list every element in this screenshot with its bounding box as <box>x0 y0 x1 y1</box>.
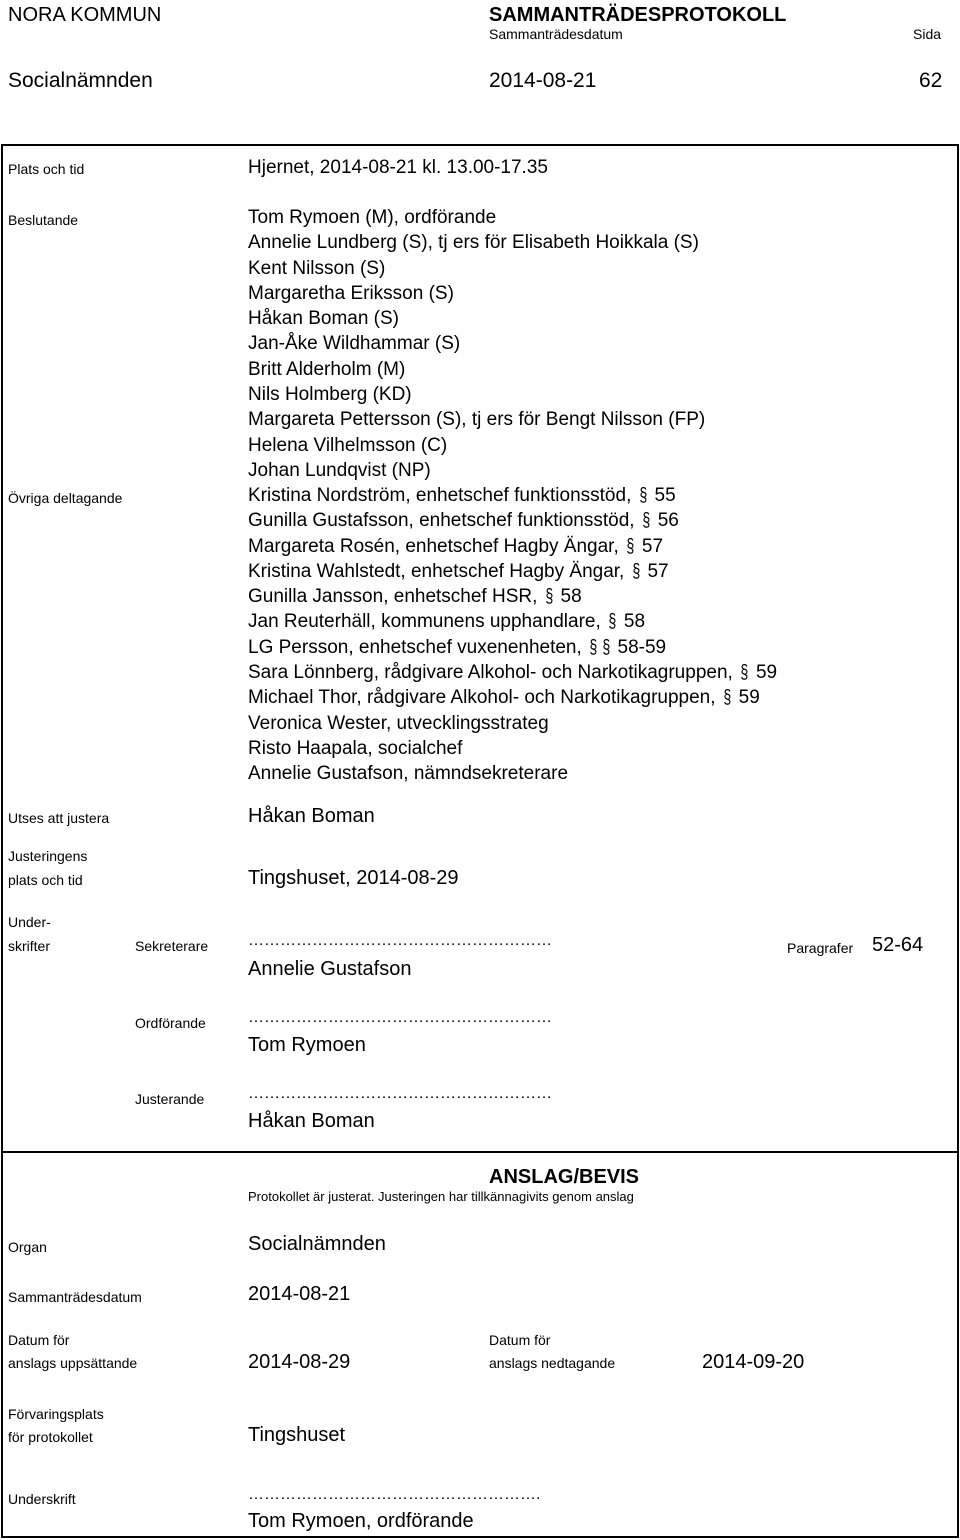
header-date-label: Sammanträdesdatum <box>489 26 623 42</box>
other-participant <box>248 534 777 559</box>
other-participant <box>248 508 777 533</box>
organ-label: Organ <box>8 1239 47 1255</box>
other-participant <box>248 584 777 609</box>
anslag-box-right-border <box>957 1151 959 1538</box>
paragraph-sign: § <box>601 636 610 658</box>
removed-date-label-line2: anslags nedtagande <box>489 1355 616 1371</box>
participant-text: Kristina Nordström, enhetschef funktionsstöd, <box>248 485 637 506</box>
paragraph-sign: § <box>589 636 598 658</box>
other-participants-list <box>248 483 777 787</box>
secretary-name: Annelie Gustafson <box>248 958 412 980</box>
deciding-member: Margareta Pettersson (S), tj ers för Bengt Nilsson (FP) <box>248 409 706 431</box>
removed-date-value: 2014-09-20 <box>702 1351 805 1373</box>
participant-text: Gunilla Gustafsson, enhetschef funktionsstöd, <box>248 510 640 532</box>
participant-text: Kristina Wahlstedt, enhetschef Hagby Ängar, <box>248 560 630 582</box>
deciding-member: Helena Vilhelmsson (C) <box>248 434 448 456</box>
place-time-value: Hjernet, 2014-08-21 kl. 13.00-17.35 <box>248 157 548 178</box>
adjuster-label: Utses att justera <box>8 810 110 826</box>
adjustment-place-label-line2: plats och tid <box>8 872 83 888</box>
posted-date-label-line2: anslags uppsättande <box>8 1355 138 1371</box>
removed-date-label-line1: Datum för <box>489 1332 551 1348</box>
signature-label: Underskrift <box>8 1491 76 1507</box>
deciding-member: Annelie Lundberg (S), tj ers för Elisabeth Hoikkala (S) <box>248 232 699 254</box>
other-participant <box>248 483 777 508</box>
paragraph-sign: § <box>740 662 749 684</box>
deciding-member: Britt Alderholm (M) <box>248 358 406 380</box>
other-participant <box>248 559 777 584</box>
paragraph-number: 58 <box>560 586 582 608</box>
participant-text: LG Persson, enhetschef vuxenenheten, <box>248 636 588 658</box>
adjuster-name: Håkan Boman <box>248 1110 375 1132</box>
other-participant <box>248 685 777 710</box>
participant-text: Michael Thor, rådgivare Alkohol- och Narkotikagruppen, <box>248 687 721 709</box>
paragraph-number: 58-59 <box>617 636 667 658</box>
deciding-member: Kent Nilsson (S) <box>248 257 386 279</box>
paragraph-number: 55 <box>654 485 676 506</box>
storage-label-line1: Förvaringsplats <box>8 1406 104 1422</box>
committee-name: Socialnämnden <box>8 69 153 92</box>
other-participant <box>248 609 777 634</box>
chair-signature-line: ………………………………………………… <box>248 1009 552 1026</box>
secretary-label: Sekreterare <box>135 938 209 954</box>
deciding-member: Håkan Boman (S) <box>248 308 400 330</box>
other-participant <box>248 660 777 685</box>
adjuster-signature-line: ………………………………………………… <box>248 1085 552 1102</box>
main-box-right-border <box>957 144 959 1153</box>
page-number: 62 <box>919 69 943 92</box>
deciding-member: Margaretha Eriksson (S) <box>248 282 454 304</box>
posted-date-label-line1: Datum för <box>8 1332 70 1348</box>
main-box-top-border <box>1 144 959 146</box>
adjuster-signature-label: Justerande <box>135 1091 205 1107</box>
anslag-box-left-border <box>1 1151 3 1538</box>
signature-line: ………………………………………………. <box>248 1486 541 1503</box>
signature-name: Tom Rymoen, ordförande <box>248 1510 474 1532</box>
paragraph-number: 59 <box>755 662 778 684</box>
deciding-member: Johan Lundqvist (NP) <box>248 459 431 481</box>
other-participant <box>248 711 777 736</box>
anslag-meeting-date-label: Sammanträdesdatum <box>8 1289 142 1305</box>
paragraph-sign: § <box>544 586 553 608</box>
paragraph-number: 57 <box>641 535 664 557</box>
paragraph-number: 57 <box>647 560 669 582</box>
deciding-members-label: Beslutande <box>8 212 79 228</box>
paragraph-sign: § <box>626 535 635 557</box>
document-type: SAMMANTRÄDESPROTOKOLL <box>489 4 787 26</box>
paragraph-sign: § <box>723 687 732 709</box>
paragraphs-value: 52-64 <box>872 934 924 956</box>
deciding-member: Jan-Åke Wildhammar (S) <box>248 333 461 355</box>
participant-text: Gunilla Jansson, enhetschef HSR, <box>248 586 543 608</box>
other-participants-label: Övriga deltagande <box>8 490 123 506</box>
deciding-member: Tom Rymoen (M), ordförande <box>248 207 497 228</box>
anslag-box-top-border <box>1 1151 959 1153</box>
posted-date-value: 2014-08-29 <box>248 1351 351 1373</box>
adjustment-place-value: Tingshuset, 2014-08-29 <box>248 867 459 889</box>
paragraph-number: 58 <box>623 611 646 633</box>
paragraph-number: 56 <box>657 510 679 532</box>
other-participant <box>248 635 777 660</box>
chair-label: Ordförande <box>135 1015 206 1031</box>
anslag-note: Protokollet är justerat. Justeringen har tillkännagivits genom anslag <box>248 1189 634 1204</box>
participant-text: Sara Lönnberg, rådgivare Alkohol- och Narkotikagruppen, <box>248 662 739 684</box>
participant-text: Margareta Rosén, enhetschef Hagby Ängar, <box>248 535 625 557</box>
participant-text: Risto Haapala, socialchef <box>248 737 463 759</box>
storage-value: Tingshuset <box>248 1424 346 1446</box>
paragraph-sign: § <box>608 611 617 633</box>
participant-text: Jan Reuterhäll, kommunens upphandlare, <box>248 611 607 633</box>
place-time-label: Plats och tid <box>8 161 85 177</box>
organ-value: Socialnämnden <box>248 1233 386 1255</box>
meeting-date: 2014-08-21 <box>489 69 597 92</box>
other-participant <box>248 761 777 786</box>
signatures-label-line2: skrifter <box>8 938 50 954</box>
paragraph-sign: § <box>638 485 647 506</box>
deciding-members-list <box>248 205 705 483</box>
storage-label-line2: för protokollet <box>8 1429 93 1445</box>
signatures-label-line1: Under- <box>8 914 51 930</box>
main-box-left-border <box>1 144 3 1153</box>
secretary-signature-line: ………………………………………………… <box>248 932 552 949</box>
participant-text: Veronica Wester, utvecklingsstrateg <box>248 712 549 734</box>
paragraphs-label: Paragrafer <box>787 940 854 956</box>
anslag-box-bottom-border <box>1 1536 959 1538</box>
municipality-name: NORA KOMMUN <box>8 4 162 26</box>
other-participant <box>248 736 777 761</box>
paragraph-number: 59 <box>738 687 760 709</box>
deciding-member: Nils Holmberg (KD) <box>248 384 412 406</box>
header-page-label: Sida <box>913 26 942 42</box>
anslag-title: ANSLAG/BEVIS <box>489 1166 640 1188</box>
paragraph-sign: § <box>642 510 651 532</box>
paragraph-sign: § <box>631 560 640 582</box>
adjustment-place-label-line1: Justeringens <box>8 848 88 864</box>
adjuster-value: Håkan Boman <box>248 805 375 827</box>
anslag-meeting-date-value: 2014-08-21 <box>248 1283 351 1305</box>
chair-name: Tom Rymoen <box>248 1034 366 1056</box>
participant-text: Annelie Gustafson, nämndsekreterare <box>248 763 569 785</box>
